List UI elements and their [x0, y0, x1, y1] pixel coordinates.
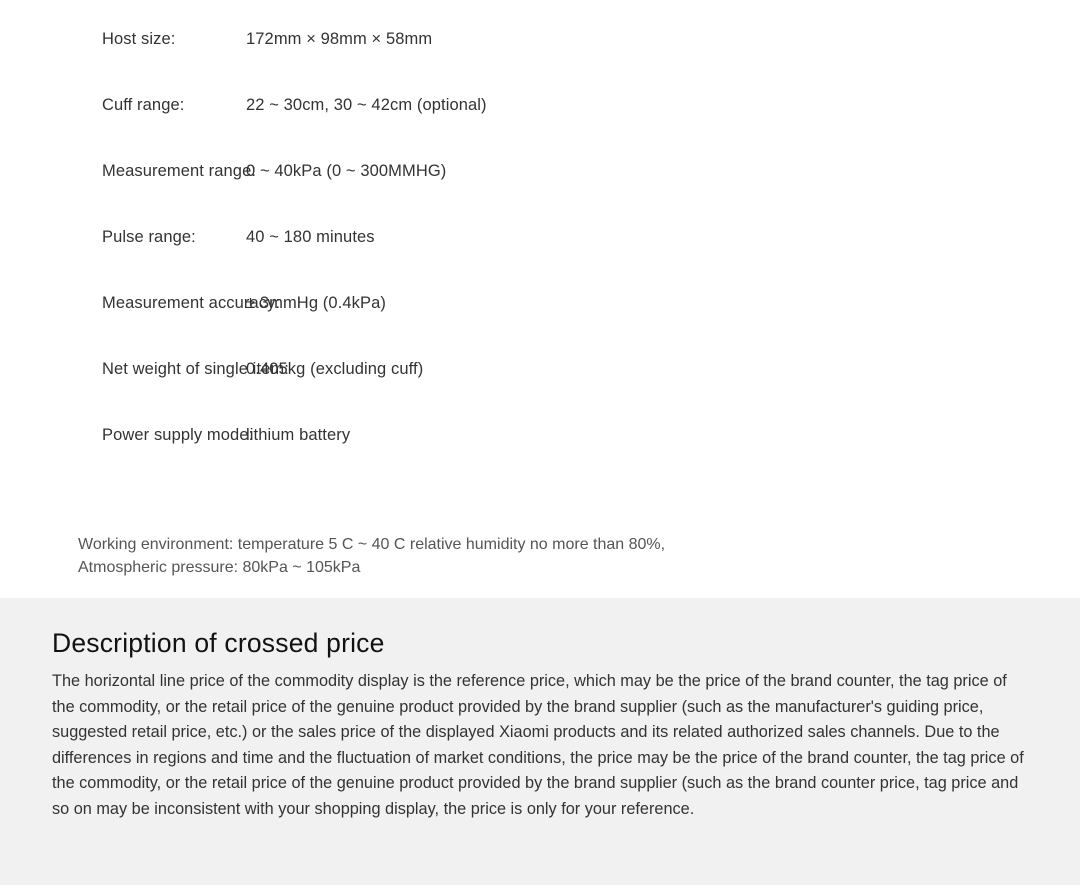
spec-label: Host size: [102, 30, 176, 48]
table-row [0, 426, 1080, 492]
table-row [0, 360, 1080, 426]
spec-label: Pulse range: [102, 228, 196, 246]
spec-value: 0.405kg (excluding cuff) [246, 360, 424, 378]
spec-value: 0 ~ 40kPa (0 ~ 300MMHG) [246, 162, 447, 180]
table-row [0, 228, 1080, 294]
table-row [0, 30, 1080, 96]
crossed-price-body: The horizontal line price of the commodity display is the reference price, which may be the price of the brand counter, the tag price of the commodity, or the retail price of the genuine product provided by the brand supplier (such as the manufacturer's guiding price, suggested retail price, etc.) or the sales price of the displayed Xiaomi products and its related authorized sales channels. Due to the differences in regions and time and the fluctuation of market conditions, the price may be the price of the brand counter, the tag price of the commodity, or the retail price of the genuine product provided by the brand supplier (such as the brand counter price, tag price and so on may be inconsistent with your shopping display, the price is only for your reference. [52, 672, 1024, 818]
footnote-line-1: Working environment: temperature 5 C ~ 40 C relative humidity no more than 80%, [78, 536, 666, 553]
spec-label: Net weight of single item: [102, 360, 289, 378]
environment-footnote [0, 492, 1080, 579]
spec-value: 40 ~ 180 minutes [246, 228, 375, 246]
spec-value: 172mm × 98mm × 58mm [246, 30, 433, 48]
spec-label: Measurement range: [102, 162, 257, 180]
spec-label: Power supply mode: [102, 426, 254, 444]
page-title: Description of crossed price [52, 628, 385, 658]
table-row [0, 294, 1080, 360]
footnote-line-2: Atmospheric pressure: 80kPa ~ 105kPa [78, 558, 361, 576]
spec-value: lithium battery [246, 426, 351, 444]
table-row [0, 96, 1080, 162]
table-row [0, 162, 1080, 228]
spec-value: 22 ~ 30cm, 30 ~ 42cm (optional) [246, 96, 487, 114]
spec-value: ± 3mmHg (0.4kPa) [246, 294, 386, 312]
crossed-price-section [0, 598, 1080, 885]
spec-label: Measurement accuracy: [102, 294, 281, 312]
spec-label: Cuff range: [102, 96, 185, 114]
